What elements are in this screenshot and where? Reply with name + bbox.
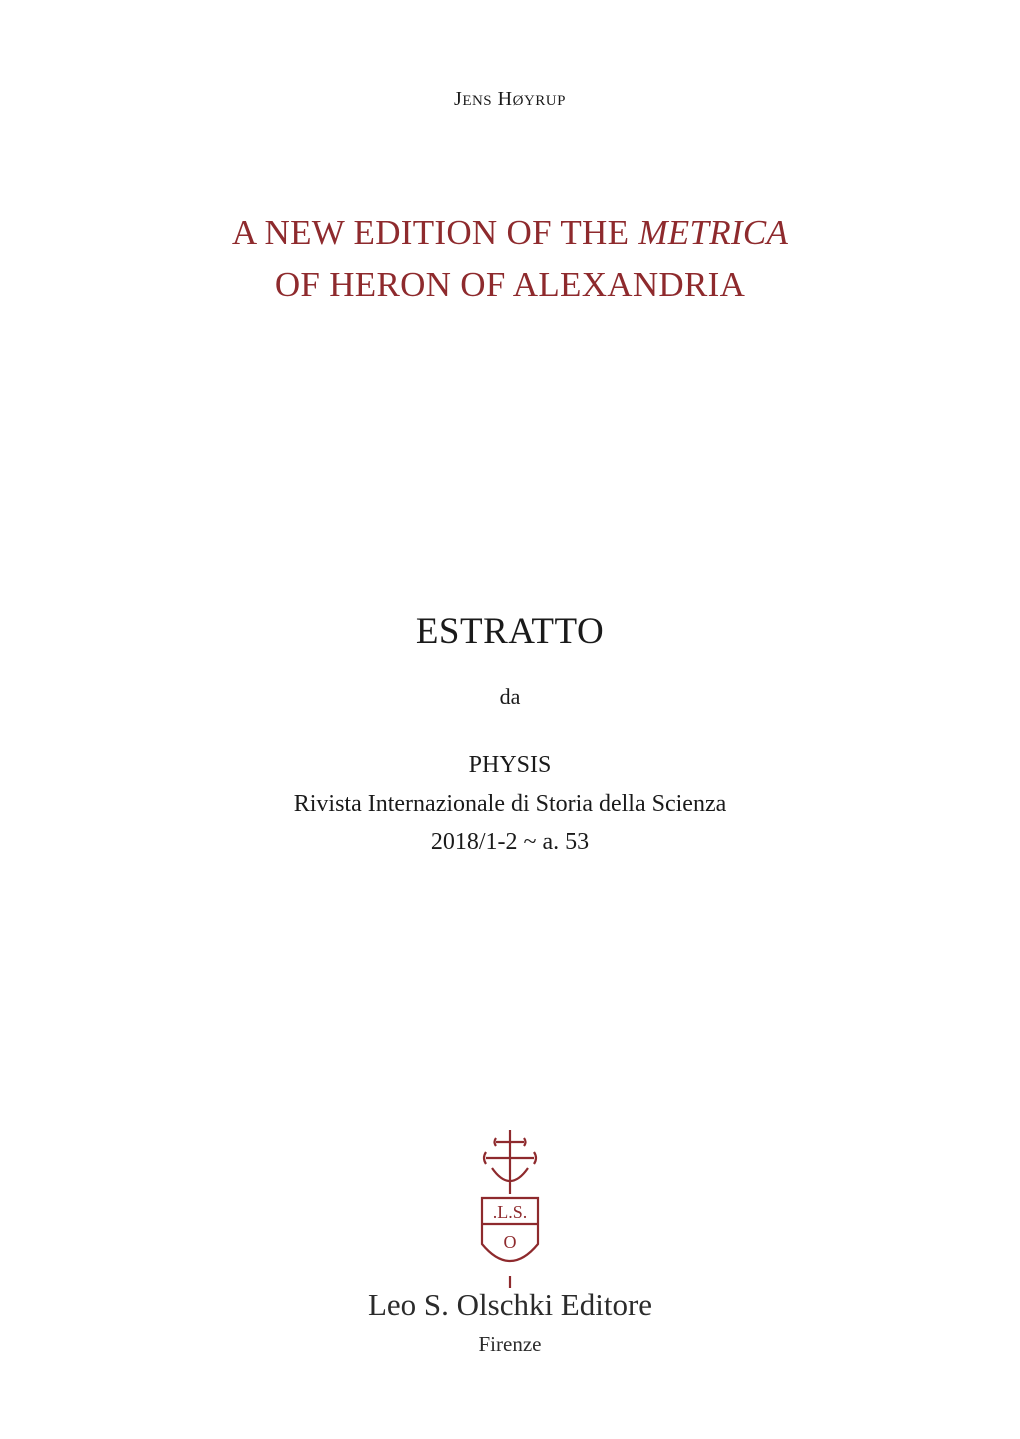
author-first-initial: J <box>454 88 463 110</box>
author-first-rest: ENS <box>462 93 493 109</box>
logo-letter-bottom: O <box>503 1232 517 1252</box>
journal-name: PHYSIS <box>468 752 552 778</box>
title-italic-metrica: METRICA <box>638 213 789 252</box>
extract-from: da <box>499 684 521 709</box>
journal-issue: 2018/1-2 ~ a. 53 <box>430 829 590 855</box>
author-last-rest: ØYRUP <box>512 93 566 109</box>
logo-letters: .L.S. <box>492 1202 528 1222</box>
extract-heading: ESTRATTO <box>415 611 605 652</box>
author-last-initial: H <box>497 88 513 110</box>
journal-subtitle: Rivista Internazionale di Storia della Scienza <box>293 791 727 817</box>
title-line-2: OF HERON OF ALEXANDRIA <box>274 265 746 304</box>
publisher-city: Firenze <box>478 1332 542 1356</box>
publisher-logo-icon <box>420 1128 600 1290</box>
publisher-name: Leo S. Olschki Editore <box>367 1287 653 1322</box>
author-name <box>0 88 1020 111</box>
title-line-1-prefix: A NEW EDITION OF THE <box>231 213 639 252</box>
title-line-1 <box>0 208 1020 258</box>
